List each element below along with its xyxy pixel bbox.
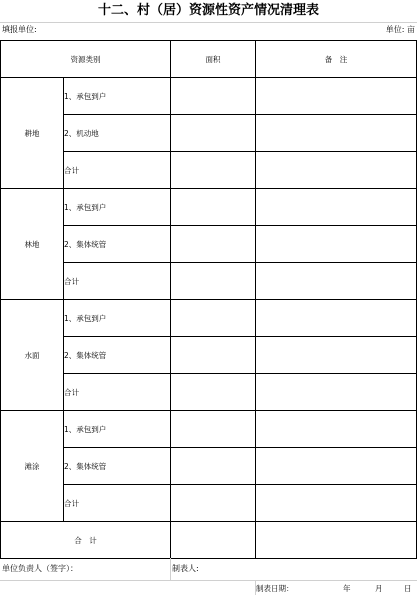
table-row [1,226,417,263]
resource-asset-table [0,40,417,559]
item-label: 合计 [64,263,171,300]
table-row [1,374,417,411]
area-cell[interactable] [171,448,256,485]
year-label: 年 [343,584,351,593]
remarks-cell[interactable] [256,263,417,300]
grand-total-row [1,522,417,559]
table-maker-label: 制表人: [172,564,199,573]
day-label: 日 [404,584,412,593]
area-cell[interactable] [171,189,256,226]
divider [170,558,171,580]
table-row [1,300,417,337]
unit-label: 单位: 亩 [385,25,415,34]
remarks-cell[interactable] [256,485,417,522]
item-label: 2、机动地 [64,115,171,152]
grand-total-label: 合 计 [1,522,171,559]
header-remarks: 备 注 [256,41,417,78]
unit-leader-label: 单位负责人（签字）： [2,564,78,573]
area-cell[interactable] [171,78,256,115]
month-label: 月 [375,584,383,593]
area-cell[interactable] [171,411,256,448]
item-label: 1、承包到户 [64,300,171,337]
remarks-cell[interactable] [256,337,417,374]
header-row [1,41,417,78]
area-cell[interactable] [171,226,256,263]
item-label: 合计 [64,485,171,522]
area-cell[interactable] [171,485,256,522]
item-label: 2、集体统管 [64,448,171,485]
item-label: 2、集体统管 [64,226,171,263]
table-row [1,78,417,115]
remarks-cell[interactable] [256,78,417,115]
date-label: 制表日期： [256,584,294,593]
date-row [0,580,417,595]
item-label: 1、承包到户 [64,78,171,115]
fill-unit-label: 填报单位: [2,25,37,34]
remarks-cell[interactable] [256,152,417,189]
table-row [1,115,417,152]
table-row [1,448,417,485]
group-cultivated-land: 耕地 [1,78,64,189]
area-cell[interactable] [171,337,256,374]
table-row [1,263,417,300]
table-row [1,411,417,448]
remarks-cell[interactable] [256,300,417,337]
item-label: 1、承包到户 [64,189,171,226]
remarks-cell[interactable] [256,374,417,411]
header-area: 面积 [171,41,256,78]
item-label: 合计 [64,152,171,189]
item-label: 合计 [64,374,171,411]
area-cell[interactable] [171,300,256,337]
group-forest-land: 林地 [1,189,64,300]
item-label: 1、承包到户 [64,411,171,448]
page-title: 十二、村（居）资源性资产情况清理表 [97,3,319,18]
table-row [1,152,417,189]
remarks-cell[interactable] [256,189,417,226]
item-label: 2、集体统管 [64,337,171,374]
header-category: 资源类别 [1,41,171,78]
table-row [1,485,417,522]
group-water-surface: 水面 [1,300,64,411]
table-row [1,337,417,374]
signature-row [0,558,417,581]
area-cell[interactable] [171,115,256,152]
remarks-cell[interactable] [256,115,417,152]
group-tidal-flat: 滩涂 [1,411,64,522]
table-row [1,189,417,226]
remarks-cell[interactable] [256,448,417,485]
divider [0,22,417,23]
remarks-cell[interactable] [256,522,417,559]
area-cell[interactable] [171,152,256,189]
remarks-cell[interactable] [256,226,417,263]
remarks-cell[interactable] [256,411,417,448]
area-cell[interactable] [171,522,256,559]
area-cell[interactable] [171,263,256,300]
area-cell[interactable] [171,374,256,411]
